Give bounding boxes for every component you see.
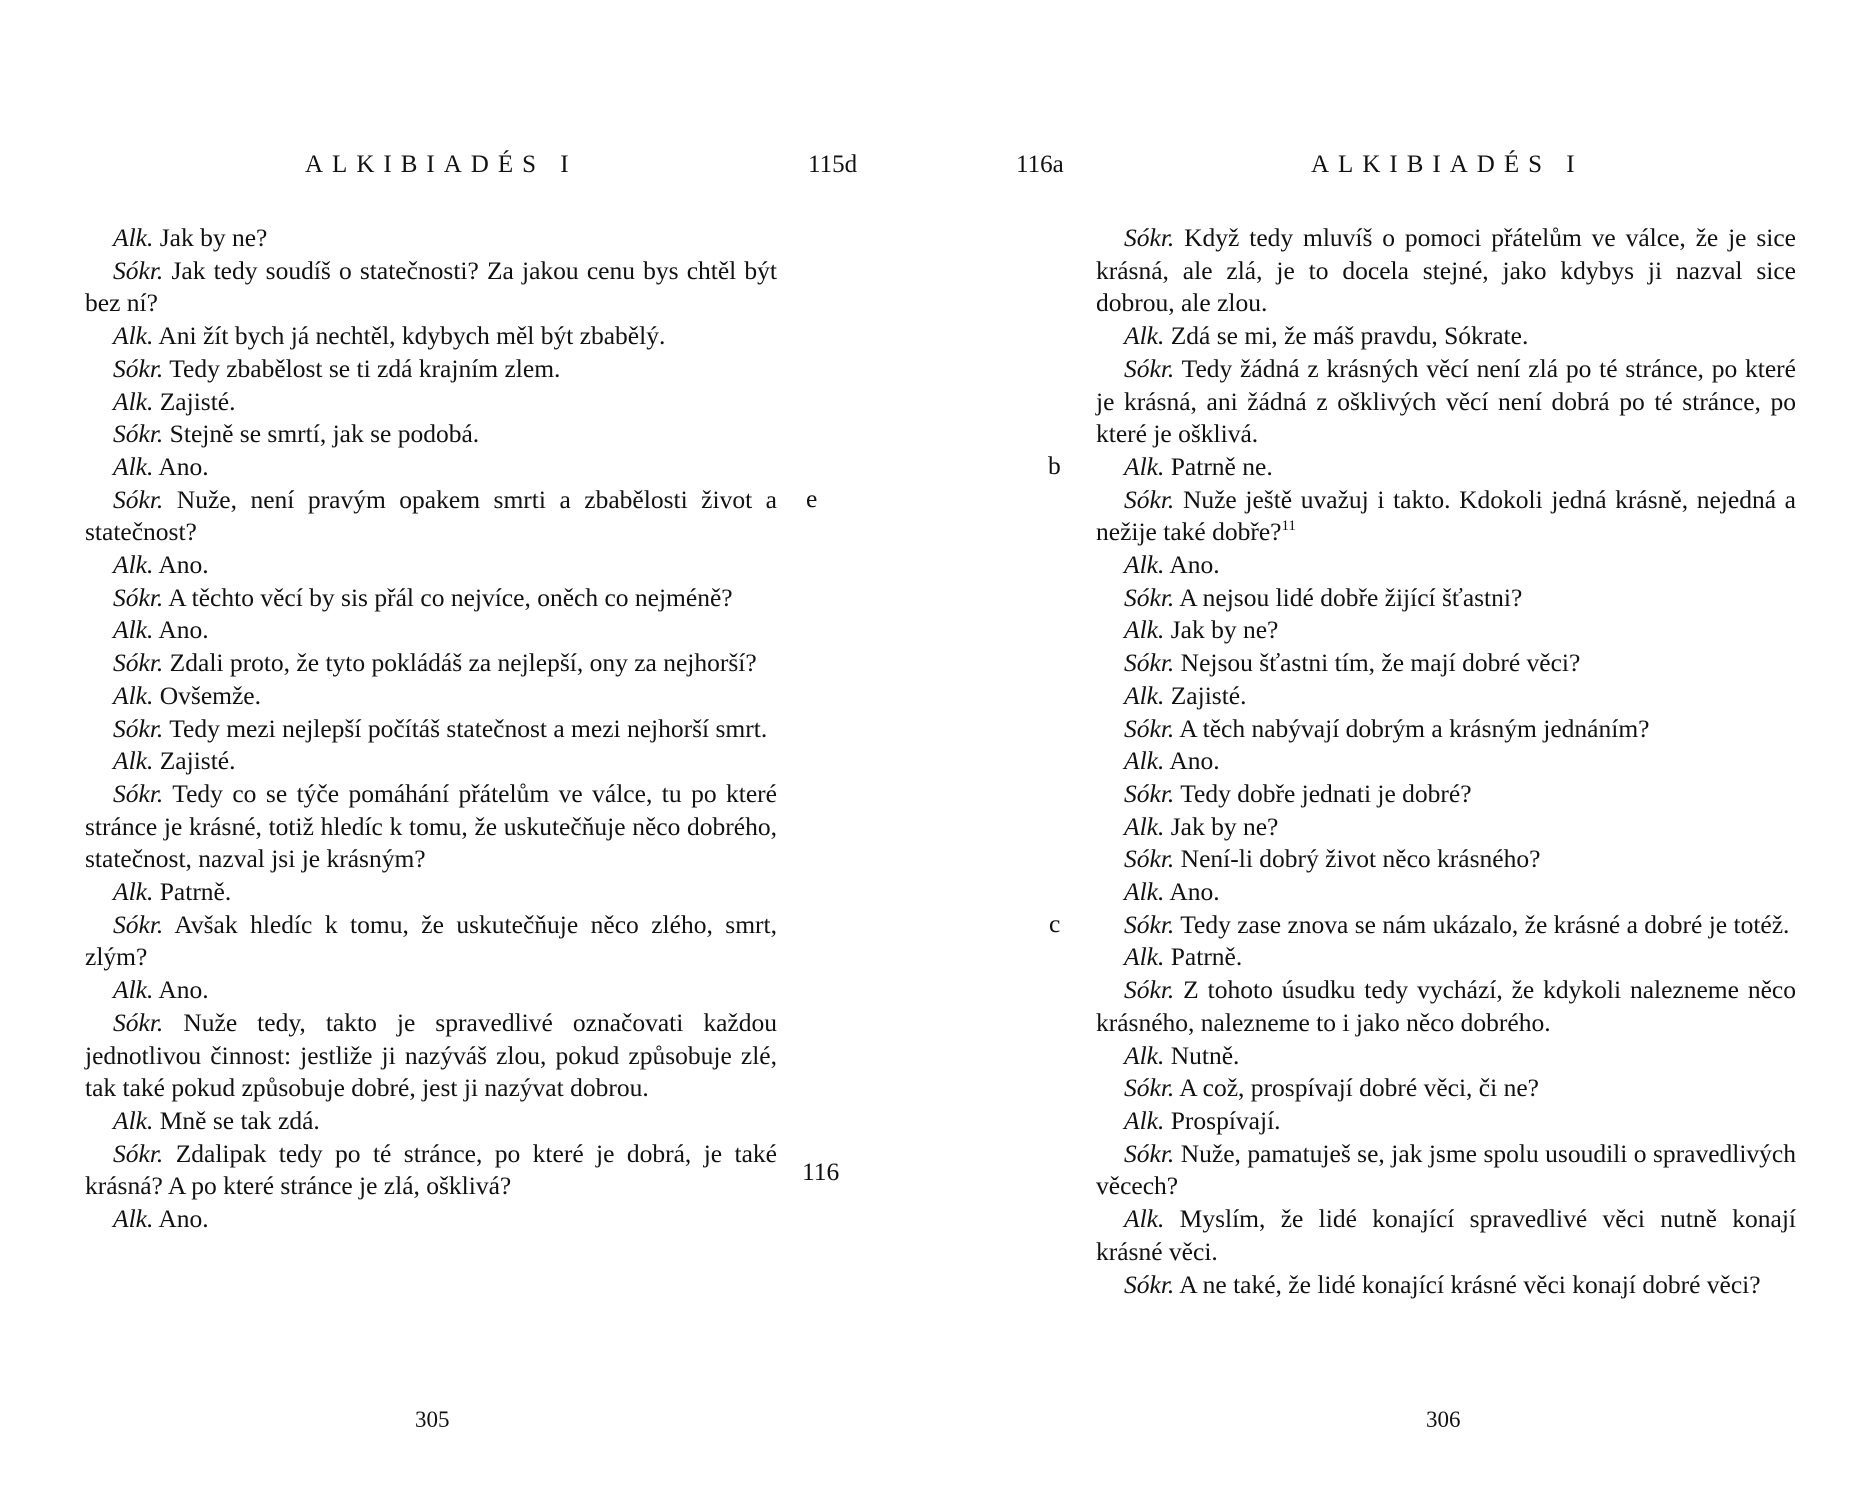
dialogue-line <box>1096 876 1796 909</box>
dialogue-text: Tedy žádná z krásných věcí není zlá po té stránce, po které je krásná, ani žádná z ošklivých věcí není dobrá po té stránce, po které je ošklivá. <box>1096 353 1796 449</box>
dialogue-text: Jak tedy soudíš o statečnosti? Za jakou cenu bys chtěl být bez ní? <box>85 255 777 318</box>
dialogue-text: Není-li dobrý život něco krásného? <box>1174 844 1541 874</box>
right-stephanus-header: 116a <box>1016 151 1064 178</box>
speaker-label: Sókr. <box>1124 353 1175 383</box>
dialogue-line <box>85 549 777 582</box>
dialogue-text: Patrně ne. <box>1164 451 1273 481</box>
dialogue-text: Nuže, pamatuješ se, jak jsme spolu usoudili o spravedlivých věcech? <box>1096 1138 1796 1201</box>
dialogue-line <box>1096 1203 1796 1268</box>
dialogue-text: Jak by ne? <box>1164 811 1279 841</box>
margin-marker-e: e <box>806 484 818 513</box>
dialogue-text: Ano. <box>153 975 209 1005</box>
right-page-number: 306 <box>1426 1407 1461 1432</box>
speaker-label: Sókr. <box>113 713 164 743</box>
dialogue-line <box>85 713 777 746</box>
speaker-label: Alk. <box>1124 811 1165 841</box>
dialogue-line <box>1096 1269 1796 1302</box>
speaker-label: Alk. <box>113 550 154 580</box>
dialogue-line <box>85 647 777 680</box>
dialogue-line <box>1096 320 1796 353</box>
right-running-title: ALKIBIADÉS I <box>1311 151 1584 178</box>
dialogue-line <box>1096 1072 1796 1105</box>
speaker-label: Alk. <box>113 386 154 416</box>
dialogue-text: Prospívají. <box>1164 1105 1281 1135</box>
dialogue-text: Avšak hledíc k tomu, že uskutečňuje něco zlého, smrt, zlým? <box>85 909 777 972</box>
margin-marker-116: 116 <box>802 1157 840 1186</box>
left-dialogue-text <box>85 222 777 1236</box>
dialogue-line <box>85 680 777 713</box>
dialogue-line <box>85 353 777 386</box>
dialogue-text: Zajisté. <box>153 746 236 776</box>
dialogue-line <box>85 222 777 255</box>
speaker-label: Sókr. <box>113 1138 164 1168</box>
dialogue-line <box>85 1007 777 1105</box>
dialogue-text: Ovšemže. <box>153 680 261 710</box>
speaker-label: Alk. <box>1124 680 1165 710</box>
dialogue-line <box>1096 582 1796 615</box>
speaker-label: Sókr. <box>113 1007 164 1037</box>
left-running-title: ALKIBIADÉS I <box>305 151 578 178</box>
dialogue-line <box>1096 713 1796 746</box>
right-dialogue-text <box>1096 222 1796 1301</box>
dialogue-line <box>85 745 777 778</box>
speaker-label: Alk. <box>1124 321 1165 351</box>
dialogue-line <box>85 1138 777 1203</box>
dialogue-text: A což, prospívají dobré věci, či ne? <box>1174 1073 1539 1103</box>
dialogue-line <box>85 386 777 419</box>
speaker-label: Alk. <box>113 451 154 481</box>
dialogue-text: Nuže tedy, takto je spravedlivé označovati každou jednotlivou činnost: jestliže ji nazýváš zlou, pokud způsobuje zlé, tak také pokud způsobuje dobré, jest ji nazývat dobrou. <box>85 1007 777 1103</box>
speaker-label: Sókr. <box>113 778 164 808</box>
speaker-label: Sókr. <box>113 353 164 383</box>
right-page <box>931 0 1862 1501</box>
dialogue-text: A těchto věcí by sis přál co nejvíce, oněch co nejméně? <box>163 582 733 612</box>
dialogue-text: Myslím, že lidé konající spravedlivé věci nutně konají krásné věci. <box>1096 1204 1796 1266</box>
dialogue-line <box>1096 778 1796 811</box>
dialogue-line <box>85 484 777 549</box>
speaker-label: Sókr. <box>1124 1269 1175 1299</box>
speaker-label: Sókr. <box>1124 778 1175 808</box>
dialogue-line <box>85 909 777 974</box>
dialogue-text: A nejsou lidé dobře žijící šťastni? <box>1174 582 1523 612</box>
dialogue-text: Z tohoto úsudku tedy vychází, že kdykoli nalezneme něco krásného, nalezneme to i jako něco dobrého. <box>1096 975 1796 1037</box>
dialogue-line <box>85 1105 777 1138</box>
speaker-label: Sókr. <box>113 648 164 678</box>
speaker-label: Alk. <box>1124 615 1165 645</box>
speaker-label: Alk. <box>1124 1040 1165 1070</box>
dialogue-text: Tedy dobře jednati je dobré? <box>1174 778 1472 808</box>
margin-marker-b: b <box>1048 451 1061 480</box>
dialogue-line <box>1096 1105 1796 1138</box>
dialogue-text: Patrně. <box>1164 942 1243 972</box>
dialogue-line <box>1096 680 1796 713</box>
dialogue-line <box>85 451 777 484</box>
left-page-number: 305 <box>415 1407 450 1432</box>
dialogue-text: Stejně se smrtí, jak se podobá. <box>163 419 480 449</box>
dialogue-line <box>1096 451 1796 484</box>
dialogue-text: Nutně. <box>1164 1040 1240 1070</box>
speaker-label: Alk. <box>1124 451 1165 481</box>
speaker-label: Alk. <box>113 975 154 1005</box>
speaker-label: Alk. <box>1124 942 1165 972</box>
speaker-label: Sókr. <box>113 582 164 612</box>
dialogue-line <box>1096 941 1796 974</box>
speaker-label: Sókr. <box>1124 909 1175 939</box>
dialogue-line <box>1096 1138 1796 1203</box>
dialogue-line <box>85 974 777 1007</box>
speaker-label: Alk. <box>1124 1204 1165 1234</box>
dialogue-text: Zdalipak tedy po té stránce, po které je dobrá, je také krásná? A po které stránce je zlá, ošklivá? <box>85 1138 777 1201</box>
speaker-label: Alk. <box>113 877 154 907</box>
dialogue-text: Jak by ne? <box>153 223 268 252</box>
dialogue-text: Zdali proto, že tyto pokládáš za nejlepší, ony za nejhorší? <box>163 648 757 678</box>
dialogue-text: Ano. <box>153 550 209 580</box>
speaker-label: Sókr. <box>1124 1073 1175 1103</box>
left-stephanus-header: 115d <box>808 151 858 178</box>
dialogue-text: Tedy zase znova se nám ukázalo, že krásné a dobré je totéž. <box>1174 909 1790 939</box>
dialogue-line <box>1096 647 1796 680</box>
dialogue-line <box>85 876 777 909</box>
dialogue-line <box>1096 353 1796 451</box>
speaker-label: Alk. <box>113 223 154 252</box>
dialogue-text: Ano. <box>1164 746 1220 776</box>
dialogue-line <box>85 614 777 647</box>
dialogue-text: Ano. <box>1164 877 1220 907</box>
dialogue-text: A ne také, že lidé konající krásné věci konají dobré věci? <box>1174 1269 1761 1299</box>
speaker-label: Sókr. <box>113 909 164 939</box>
dialogue-line <box>1096 843 1796 876</box>
dialogue-line <box>1096 909 1796 942</box>
dialogue-text: Nuže, není pravým opakem smrti a zbabělosti život a statečnost? <box>85 484 777 547</box>
dialogue-line <box>1096 745 1796 778</box>
dialogue-text: Zdá se mi, že máš pravdu, Sókrate. <box>1164 321 1529 351</box>
speaker-label: Alk. <box>1124 877 1165 907</box>
speaker-label: Alk. <box>1124 1105 1165 1135</box>
speaker-label: Sókr. <box>1124 582 1175 612</box>
speaker-label: Alk. <box>113 321 154 351</box>
footnote-reference: 11 <box>1281 518 1296 535</box>
dialogue-text: Nuže ještě uvažuj i takto. Kdokoli jedná krásně, nejedná a nežije také dobře? <box>1096 484 1796 547</box>
dialogue-line <box>85 582 777 615</box>
dialogue-text: Zajisté. <box>153 386 236 416</box>
dialogue-line <box>1096 974 1796 1039</box>
dialogue-text: Tedy zbabělost se ti zdá krajním zlem. <box>163 353 561 383</box>
speaker-label: Sókr. <box>1124 1138 1175 1168</box>
dialogue-text: Jak by ne? <box>1164 615 1279 645</box>
speaker-label: Alk. <box>113 746 154 776</box>
speaker-label: Sókr. <box>1124 223 1175 252</box>
dialogue-text: Ani žít bych já nechtěl, kdybych měl být zbabělý. <box>153 321 666 351</box>
speaker-label: Sókr. <box>1124 713 1175 743</box>
dialogue-text: Ano. <box>153 451 209 481</box>
dialogue-text: Nejsou šťastni tím, že mají dobré věci? <box>1174 648 1581 678</box>
speaker-label: Sókr. <box>113 419 164 449</box>
dialogue-text: A těch nabývají dobrým a krásným jednáním? <box>1174 713 1650 743</box>
dialogue-text: Mně se tak zdá. <box>153 1105 320 1135</box>
dialogue-line <box>1096 1040 1796 1073</box>
dialogue-line <box>1096 811 1796 844</box>
dialogue-line <box>1096 484 1796 549</box>
speaker-label: Sókr. <box>1124 975 1175 1005</box>
speaker-label: Sókr. <box>113 484 164 514</box>
speaker-label: Sókr. <box>1124 648 1175 678</box>
dialogue-line <box>1096 549 1796 582</box>
dialogue-text: Tedy mezi nejlepší počítáš statečnost a mezi nejhorší smrt. <box>163 713 768 743</box>
speaker-label: Alk. <box>1124 746 1165 776</box>
speaker-label: Sókr. <box>1124 844 1175 874</box>
dialogue-text: Tedy co se týče pomáhání přátelům ve válce, tu po které stránce je krásné, totiž hledíc k tomu, že uskutečňuje něco dobrého, statečnost, nazval jsi je krásným? <box>85 778 777 874</box>
dialogue-text: Ano. <box>1164 550 1220 580</box>
dialogue-line <box>85 1203 777 1236</box>
speaker-label: Alk. <box>113 1105 154 1135</box>
dialogue-line <box>1096 614 1796 647</box>
dialogue-text: Patrně. <box>153 877 232 907</box>
dialogue-line <box>85 778 777 876</box>
dialogue-line <box>1096 222 1796 320</box>
speaker-label: Sókr. <box>1124 484 1175 514</box>
dialogue-text: Zajisté. <box>1164 680 1247 710</box>
speaker-label: Alk. <box>113 615 154 645</box>
dialogue-line <box>85 320 777 353</box>
speaker-label: Sókr. <box>113 255 164 285</box>
dialogue-text: Ano. <box>153 1204 209 1234</box>
dialogue-text: Když tedy mluvíš o pomoci přátelům ve válce, že je sice krásná, ale zlá, je to docela stejné, jako kdybys ji nazval sice dobrou, ale zlou. <box>1096 223 1796 318</box>
dialogue-line <box>85 418 777 451</box>
speaker-label: Alk. <box>1124 550 1165 580</box>
dialogue-text: Ano. <box>153 615 209 645</box>
dialogue-line <box>85 255 777 320</box>
speaker-label: Alk. <box>113 680 154 710</box>
speaker-label: Alk. <box>113 1204 154 1234</box>
margin-marker-c: c <box>1049 909 1061 938</box>
